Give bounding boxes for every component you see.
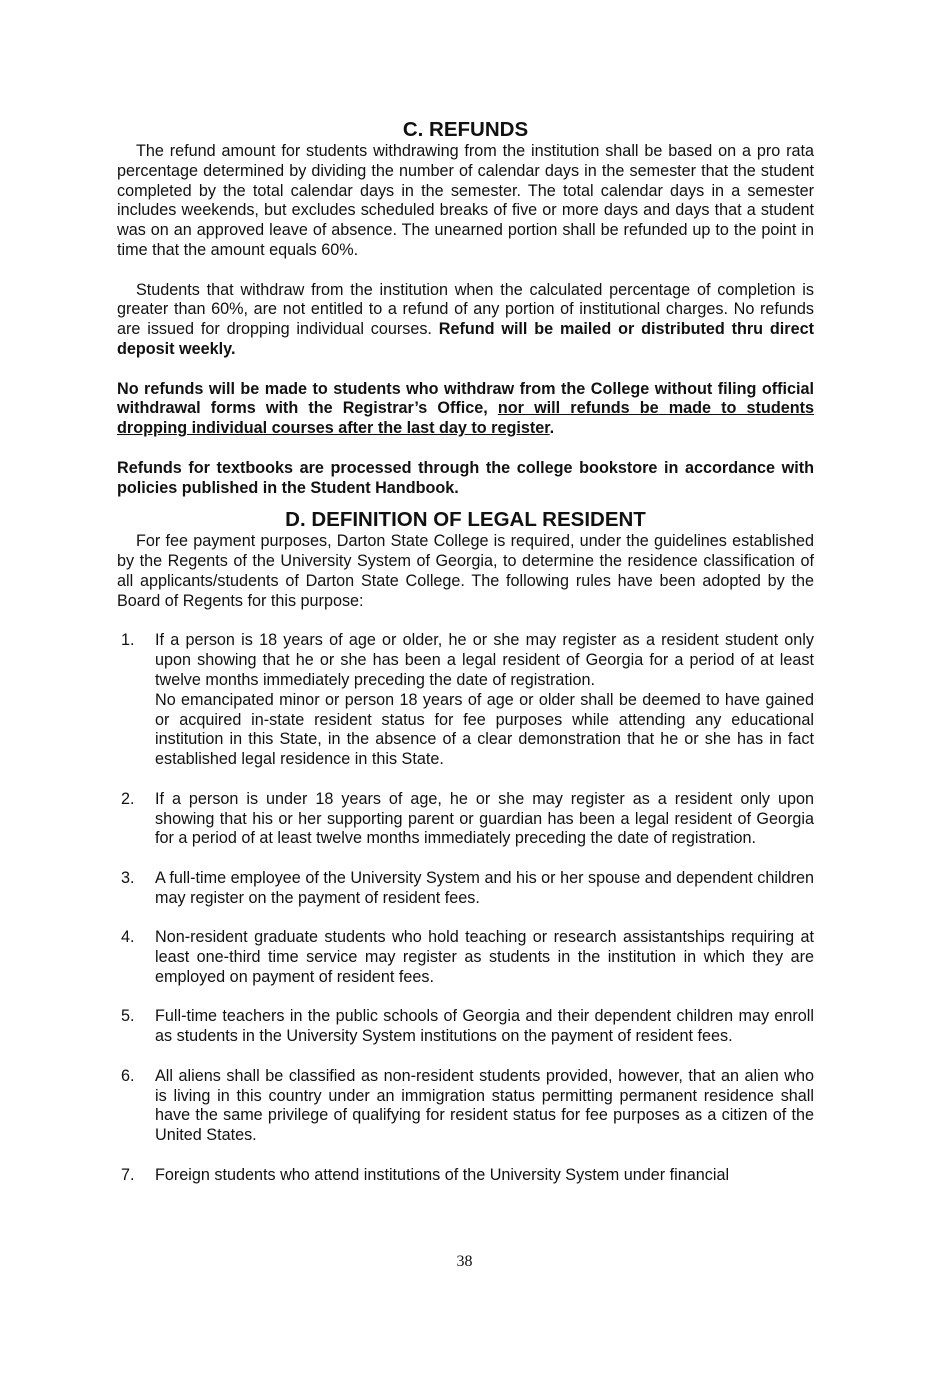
list-item-number: 6. [121,1066,135,1085]
refunds-paragraph-1: The refund amount for students withdrawing from the institution shall be based on a pro rata percentage determined by dividing the number of calendar days in the semester that the student completed by the total calendar days in the semester. The total calendar days in a semester includes weekends, but excludes scheduled breaks of five or more days and days that a student was on an approved leave of absence. The unearned portion shall be refunded up to the point in time that the amount equals 60%. [117,142,814,259]
list-item-number: 1. [121,631,135,650]
refunds-paragraph-4: Refunds for textbooks are processed through the college bookstore in accordance with policies published in the Student Handbook. [117,458,814,497]
list-item [117,1067,814,1146]
list-item [117,790,814,849]
list-item [117,1166,814,1186]
refunds-heading: C. REFUNDS [402,118,529,141]
refunds-paragraph-2 [117,281,814,360]
residency-intro: For fee payment purposes, Darton State College is required, under the guidelines established by the Regents of the University System of Georgia, to determine the residence classification of all applicants/students of Darton State College. The following rules have been adopted by the Board of Regents for this purpose: [117,532,814,610]
list-item [117,631,814,770]
refunds-paragraph-2-text: Students that withdraw from the institution when the calculated percentage of completion is greater than 60%, are not entitled to a refund of any portion of institutional charges. No refunds are issued for dropping individual courses. [117,280,814,339]
page-content [117,118,814,1186]
list-item-text: Foreign students who attend institutions of the University System under financial [155,1165,730,1184]
refunds-paragraph-3 [117,380,814,439]
list-item-number: 2. [121,789,135,808]
list-item [117,869,814,909]
list-item-text: A full-time employee of the University System and his or her spouse and dependent children may register on the payment of resident fees. [155,868,814,907]
refunds-paragraph-3-end: . [549,419,555,438]
list-item-text-continued: No emancipated minor or person 18 years of age or older shall be deemed to have gained or acquired in-state resident status for fee purposes while attending any educational institution in this State, in the absence of a clear demonstration that he or she has in fact established legal residence in this State. [155,690,814,769]
list-item-text: If a person is 18 years of age or older, he or she may register as a resident student only upon showing that he or she has been a legal resident of Georgia for a period of at least twelve months immediately preceding the date of registration. [155,631,814,689]
refunds-paragraph-3-underlined: nor will refunds be made to students dropping individual courses after the last day to register [117,399,814,438]
list-item-text: All aliens shall be classified as non-resident students provided, however, that an alien who is living in this country under an immigration status permitting permanent residence shall have the same privilege of qualifying for resident status for fee purposes as a citizen of the United States. [155,1066,814,1145]
list-item-text: If a person is under 18 years of age, he or she may register as a resident only upon showing that his or her supporting parent or guardian has been a legal resident of Georgia for a period of at least twelve months immediately preceding the date of registration. [155,789,814,848]
list-item-number: 7. [121,1165,135,1184]
list-item-number: 4. [121,928,135,947]
residency-rules-list [117,631,814,1185]
list-item-number: 3. [121,868,135,887]
list-item-text: Non-resident graduate students who hold teaching or research assistantships requiring at least one-third time service may register as students in the institution in which they are employed on payment of resident fees. [155,928,814,986]
list-item-text: Full-time teachers in the public schools of Georgia and their dependent children may enroll as students in the University System institutions on the payment of resident fees. [155,1007,814,1046]
list-item [117,928,814,987]
page-number: 38 [456,1253,473,1270]
refunds-paragraph-2-bold: Refund will be mailed or distributed thru direct deposit weekly. [117,320,814,358]
residency-heading: D. DEFINITION OF LEGAL RESIDENT [285,508,646,532]
list-item [117,1007,814,1047]
list-item-number: 5. [121,1007,135,1026]
refunds-paragraph-3-bold: No refunds will be made to students who withdraw from the College without filing official withdrawal forms with the Registrar’s Office, [117,379,814,418]
